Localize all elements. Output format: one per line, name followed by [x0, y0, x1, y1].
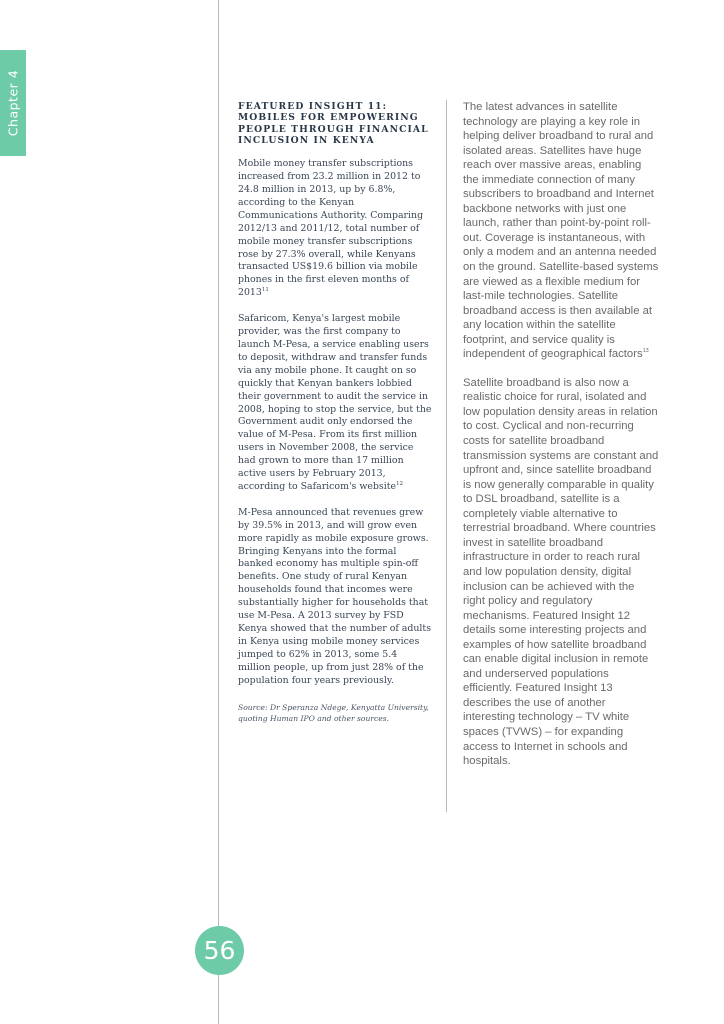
- footnote-ref: 13: [642, 348, 649, 355]
- insight-paragraph-text: Mobile money transfer subscriptions increased from 23.2 million in 2012 to 24.8 million in 2013, up by 6.8%, according to the Kenyan Communications Authority. Comparing 2012/13 and 2011/12, total number of mobile money transfer subscriptions rose by 27.3% overall, while Kenyans transacted US$19.6 billion via mobile phones in the first eleven months of 2013: [238, 158, 424, 299]
- column-divider: [446, 100, 447, 812]
- page-number-badge: [195, 926, 244, 975]
- insight-paragraph: [238, 158, 432, 300]
- chapter-tab: [0, 50, 26, 156]
- body-paragraph: Satellite broadband is also now a realistic choice for rural, isolated and low population density areas in relation to cost. Cyclical and non-recurring costs for satellite broadband transmission systems are constant and upfront and, since satellite broadband is now generally comparable in quality to DSL broadband, satellite is a completely viable alternative to terrestrial broadband. Where countries invest in satellite broadband infrastructure in order to reach rural and low population density, digital inclusion can be achieved with the right policy and regulatory mechanisms. Featured Insight 12 details some interesting projects and examples of how satellite broadband can enable digital inclusion in remote and underserved populations efficiently. Featured Insight 13 describes the use of another interesting technology – TV white spaces (TVWS) – for expanding access to Internet in schools and hospitals.: [463, 376, 659, 768]
- insight-paragraph: M-Pesa announced that revenues grew by 39.5% in 2013, and will grow even more rapidly as mobile exposure grows. Bringing Kenyans into the formal banked economy has multiple spin-off benefits. One study of rural Kenyan households found that incomes were substantially higher for households that use M-Pesa. A 2013 survey by FSD Kenya showed that the number of adults in Kenya using mobile money services jumped to 62% in 2013, some 5.4 million people, up from just 28% of the population four years previously.: [238, 506, 432, 686]
- insight-paragraph: [238, 313, 432, 494]
- page-number: 56: [203, 936, 236, 965]
- main-text-column: [463, 100, 659, 783]
- body-paragraph-text: The latest advances in satellite technology are playing a key role in helping deliver broadband to rural and isolated areas. Satellites have huge reach over massive areas, enabling the immediate connection of many subscribers to broadband and Internet backbone networks with just one launch, rather than point-by-point roll-out. Coverage is instantaneous, with only a modem and an antenna needed on the ground. Satellite-based systems are viewed as a flexible medium for last-mile technologies. Satellite broadband access is then available at any location within the satellite footprint, and service quality is independent of geographical factors: [463, 101, 659, 361]
- footnote-ref: 12: [396, 480, 404, 487]
- chapter-label: Chapter 4: [5, 69, 21, 137]
- page-margin-rule: [218, 0, 219, 1024]
- insight-source: Source: Dr Speranza Ndege, Kenyatta University, quoting Human IPO and other sources.: [238, 702, 429, 723]
- insight-paragraph-text: Safaricom, Kenya's largest mobile provider, was the first company to launch M-Pesa, a service enabling users to deposit, withdraw and transfer funds via any mobile phone. It caught on so quickly that Kenyan bankers lobbied their government to audit the service in 2008, hoping to stop the service, but the Government audit only endorsed the value of M-Pesa. From its first million users in November 2008, the service had grown to more than 17 million active users by February 2013, according to Safaricom's website: [238, 313, 432, 492]
- body-paragraph: [463, 100, 659, 362]
- featured-insight-box: [238, 101, 432, 737]
- insight-title: FEATURED INSIGHT 11: MOBILES FOR EMPOWERING PEOPLE THROUGH FINANCIAL INCLUSION IN KENYA: [238, 101, 429, 146]
- footnote-ref: 11: [261, 287, 269, 294]
